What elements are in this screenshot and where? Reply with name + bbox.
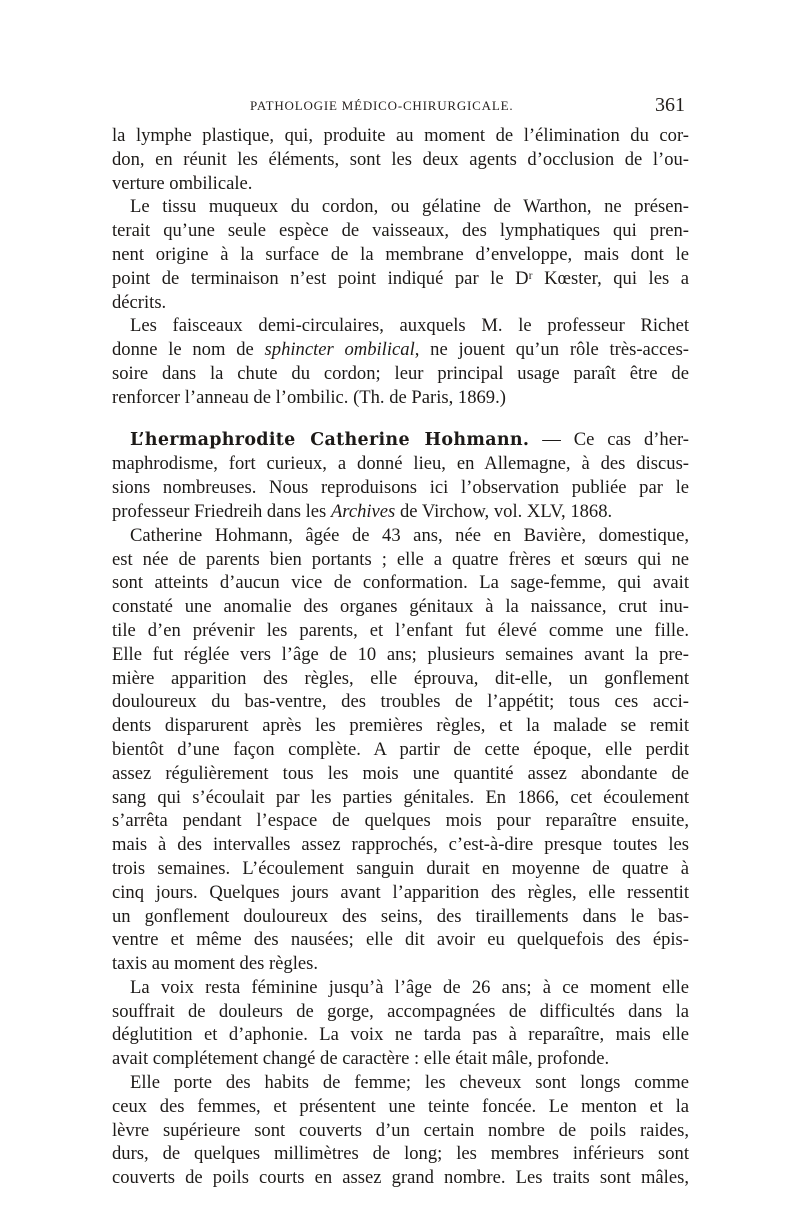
text-line: tile d’en prévenir les parents, et l’enfant fut élevé comme une fille. <box>112 619 689 641</box>
paragraph-5 <box>112 524 689 976</box>
text-line: dents disparurent après les premières règles, et la malade se remit <box>112 715 689 737</box>
text-line: soire dans la chute du cordon; leur principal usage paraît être de <box>112 362 689 384</box>
text-line: trois semaines. L’écoulement sanguin durait en moyenne de quatre à <box>112 857 689 879</box>
text-line: taxis au moment des règles. <box>112 953 319 975</box>
paragraph-1 <box>112 124 689 195</box>
text-line <box>112 338 689 362</box>
text-line: avait complétement changé de caractère : elle était mâle, profonde. <box>112 1048 610 1070</box>
text-line: verture ombilicale. <box>112 172 253 194</box>
page-number: 361 <box>655 94 685 116</box>
running-header <box>112 96 689 124</box>
text-line: cinq jours. Quelques jours avant l’apparition des règles, elle ressentit <box>112 881 689 903</box>
text-line: mière apparition des règles, elle éprouva, dit-elle, un gonflement <box>112 667 689 689</box>
text-line: Catherine Hohmann, âgée de 43 ans, née en Bavière, domestique, <box>130 524 689 546</box>
text-line: nent origine à la surface de la membrane d’enveloppe, mais dont le <box>112 243 689 265</box>
text-line: assez régulièrement tous les mois une quantité assez abondante de <box>112 762 689 784</box>
text-line: durs, de quelques millimètres de long; les membres inférieurs sont <box>112 1143 689 1165</box>
text-line: un gonflement douloureux des seins, des tiraillements dans le bas- <box>112 905 689 927</box>
text-line <box>112 428 689 453</box>
text-line: sions nombreuses. Nous reproduisons ici l’observation publiée par le <box>112 477 689 499</box>
text-line: ceux des femmes, et présentent une teinte foncée. Le menton et la <box>112 1095 689 1117</box>
running-title: PATHOLOGIE MÉDICO-CHIRURGICALE. <box>250 98 514 113</box>
body-text <box>112 124 689 1190</box>
text-line: renforcer l’anneau de l’ombilic. (Th. de Paris, 1869.) <box>112 386 506 408</box>
text-line: Les faisceaux demi-circulaires, auxquels M. le professeur Richet <box>130 315 689 337</box>
text-run: professeur Friedreih dans les <box>112 500 331 522</box>
text-line: mais à des intervalles assez rapprochés, c’est-à-dire presque toutes les <box>112 834 689 856</box>
text-line: déglutition et d’aphonie. La voix ne tarda pas à reparaître, mais elle <box>112 1024 689 1046</box>
text-line: La voix resta féminine jusqu’à l’âge de 26 ans; à ce moment elle <box>130 976 689 998</box>
paragraph-7 <box>112 1071 689 1190</box>
section-heading: L’hermaphrodite Catherine Hohmann. <box>130 429 530 450</box>
text-run: donne le nom de <box>112 339 265 361</box>
text-line <box>112 500 689 524</box>
text-line: souffrait de douleurs de gorge, accompagnées de difficultés dans la <box>112 1000 689 1022</box>
paragraph-2 <box>112 195 689 314</box>
text-line: lèvre supérieure sont couverts d’un certain nombre de poils raides, <box>112 1119 689 1141</box>
italic-term: Archives <box>330 500 396 522</box>
book-page <box>112 96 689 1190</box>
text-line: est née de parents bien portants ; elle a quatre frères et sœurs qui ne <box>112 548 689 570</box>
text-line: s’arrêta pendant l’espace de quelques mois pour reparaître ensuite, <box>112 810 689 832</box>
text-line: sont atteints d’aucun vice de conformation. La sage-femme, qui avait <box>112 572 689 594</box>
paragraph-3 <box>112 314 689 409</box>
text-run: , ne jouent qu’un rôle très-acces- <box>414 339 689 361</box>
paragraph-6 <box>112 976 689 1071</box>
text-line: Elle fut réglée vers l’âge de 10 ans; plusieurs semaines avant la pre- <box>112 643 689 665</box>
text-line: douloureux du bas-ventre, des troubles de l’appétit; tous ces acci- <box>112 691 689 713</box>
italic-term: sphincter ombilical <box>264 339 415 361</box>
text-line: la lymphe plastique, qui, produite au moment de l’élimination du cor- <box>112 125 689 146</box>
text-line: constaté une anomalie des organes génitaux à la naissance, crut inu- <box>112 596 689 618</box>
text-line: point de terminaison n’est point indiqué par le Dʳ Kœster, qui les a <box>112 267 689 289</box>
text-line: terait qu’une seule espèce de vaisseaux, des lymphatiques qui pren- <box>112 220 689 242</box>
text-line: ventre et même des nausées; elle dit avoir eu quelquefois des épis- <box>112 929 689 951</box>
paragraph-4 <box>112 428 689 524</box>
text-line: bientôt d’une façon complète. A partir de cette époque, elle perdit <box>112 738 689 760</box>
section-gap <box>112 410 689 428</box>
text-line: sang qui s’écoulait par les parties génitales. En 1866, cet écoulement <box>112 786 689 808</box>
text-line: maphrodisme, fort curieux, a donné lieu, en Allemagne, à des discus- <box>112 453 689 475</box>
text-line: don, en réunit les éléments, sont les deux agents d’occlusion de l’ou- <box>112 148 689 170</box>
text-line: Le tissu muqueux du cordon, ou gélatine de Warthon, ne présen- <box>130 196 689 218</box>
text-run: de Virchow, vol. XLV, 1868. <box>395 500 613 522</box>
text-line: couverts de poils courts en assez grand nombre. Les traits sont mâles, <box>112 1167 689 1189</box>
text-line: décrits. <box>112 291 167 313</box>
text-line: Elle porte des habits de femme; les cheveux sont longs comme <box>130 1072 689 1094</box>
text-run: — Ce cas d’her- <box>529 428 689 450</box>
